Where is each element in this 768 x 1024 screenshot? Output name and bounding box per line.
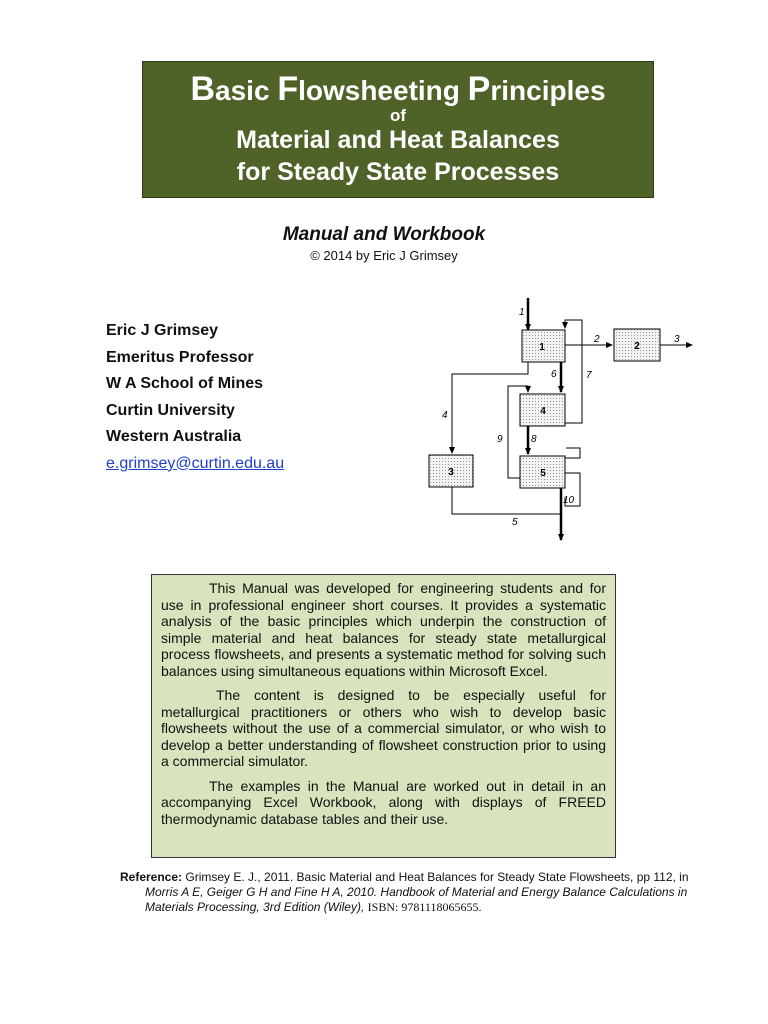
description-box bbox=[151, 574, 616, 858]
description-paragraph-3: The examples in the Manual are worked out in detail in an accompanying Excel Workbook, along with displays of FREED thermodynamic database tables and their use. bbox=[161, 777, 606, 827]
reference-text: Grimsey E. J., 2011. Basic Material and Heat Balances for Steady State Flowsheets, pp 112, in bbox=[185, 870, 689, 884]
description-paragraph-1: This Manual was developed for engineering students and for use in professional engineer short courses. It provides a systematic analysis of the basic principles which underpin the construction of simple material and heat balances for steady state metallurgical process flowsheets, and presents a systematic method for solving such balances using simultaneous equations within Microsoft Excel. bbox=[161, 580, 606, 679]
unit-1-label: 1 bbox=[539, 342, 545, 353]
author-block bbox=[106, 318, 284, 477]
author-school: W A School of Mines bbox=[106, 375, 264, 392]
stream-3-label: 3 bbox=[674, 334, 680, 345]
author-location: Western Australia bbox=[106, 428, 242, 445]
stream-5-label: 5 bbox=[512, 517, 518, 528]
stream-10-label: 10 bbox=[563, 495, 575, 506]
title-cap-b: B bbox=[190, 70, 216, 108]
stream-8-label: 8 bbox=[531, 434, 537, 445]
stream-10-top bbox=[565, 448, 580, 458]
reference-isbn: ISBN: 9781118065655. bbox=[367, 900, 482, 914]
flowsheet-diagram bbox=[420, 298, 720, 548]
title-word-3: rinciples bbox=[490, 75, 606, 106]
title-of: of bbox=[389, 106, 407, 125]
reference-block bbox=[120, 870, 720, 915]
stream-1-label: 1 bbox=[519, 307, 525, 318]
title-word-2: lowsheeting bbox=[298, 75, 468, 106]
unit-4-label: 4 bbox=[540, 406, 546, 417]
reference-book: Morris A E, Geiger G H and Fine H A, 2010. Handbook of Material and Energy Balance Calculations in Materials Processing, 3rd Edition (Wiley), bbox=[145, 885, 688, 914]
description-paragraph-2: The content is designed to be especially useful for metallurgical practitioners or others who wish to develop basic flowsheets without the use of a commercial simulator, or who wish to develop a better understanding of flowsheet construction prior to using a commercial simulator. bbox=[161, 687, 606, 769]
stream-9-label: 9 bbox=[497, 434, 503, 445]
subtitle: Manual and Workbook bbox=[282, 224, 486, 245]
author-position: Emeritus Professor bbox=[106, 348, 254, 366]
stream-2-label: 2 bbox=[594, 334, 600, 345]
stream-4-line bbox=[452, 362, 528, 453]
title-banner bbox=[142, 61, 654, 198]
title-cap-p: P bbox=[467, 70, 491, 108]
author-email-link[interactable]: e.grimsey@curtin.edu.au bbox=[106, 454, 285, 472]
reference-label: Reference: bbox=[120, 870, 183, 884]
title-word-1: asic bbox=[215, 75, 278, 106]
stream-6-label: 6 bbox=[551, 369, 557, 380]
stream-7-label: 7 bbox=[586, 370, 592, 381]
author-name: Eric J Grimsey bbox=[106, 322, 219, 339]
stream-4-label: 4 bbox=[442, 410, 448, 421]
stream-7-line bbox=[565, 320, 582, 423]
title-line-3: for Steady State Processes bbox=[236, 158, 560, 186]
author-university: Curtin University bbox=[106, 401, 235, 419]
copyright: © 2014 by Eric J Grimsey bbox=[310, 248, 458, 263]
title-cap-f: F bbox=[277, 70, 299, 108]
unit-3-label: 3 bbox=[448, 467, 454, 478]
stream-5-line bbox=[452, 486, 560, 514]
unit-5-label: 5 bbox=[540, 468, 546, 479]
title-line-2: Material and Heat Balances bbox=[236, 126, 560, 154]
title-main bbox=[143, 70, 653, 109]
unit-2-label: 2 bbox=[634, 341, 640, 352]
